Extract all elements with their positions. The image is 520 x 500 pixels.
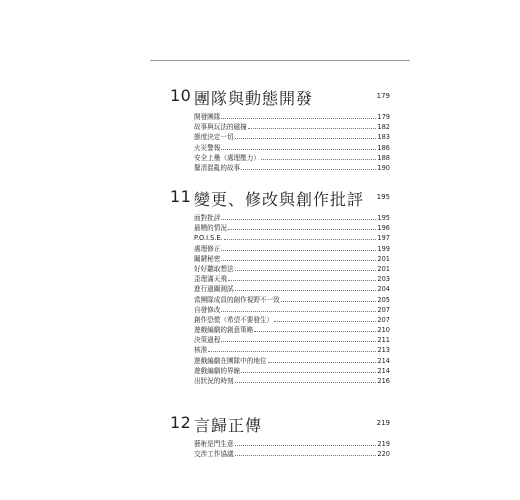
entry-title: 核准 [194,346,208,355]
entry-title: 創作恐慌（希望不要發生） [194,315,274,324]
dot-leader [221,311,376,312]
toc-entry[interactable] [194,376,390,386]
entry-title: P.O.I.S.E. [194,234,223,243]
dot-leader [261,159,376,160]
chapter-title: 變更、修改與創作批評 [194,190,365,209]
entry-page: 207 [377,305,390,314]
entry-list [194,112,390,173]
chapter-11 [170,187,390,386]
toc-entry[interactable] [194,233,390,243]
entry-title: 歪理滿天飛 [194,275,227,284]
entry-page: 186 [377,143,390,152]
chapter-page: 195 [376,193,390,201]
entry-page: 214 [377,366,390,375]
toc-entry[interactable] [194,153,390,163]
toc-entry[interactable] [194,122,390,132]
chapter-title: 團隊與動態開發 [194,89,314,108]
entry-page: 203 [377,275,390,284]
entry-title: 自發修改 [194,305,221,314]
entry-page: 210 [377,326,390,335]
entry-title: 處理修正 [194,244,221,253]
entry-page: 196 [377,224,390,233]
entry-page: 195 [377,214,390,222]
entry-title: 出狀況的時刻 [194,377,234,385]
toc-entry[interactable] [194,449,390,459]
toc-entry[interactable] [194,213,390,223]
entry-title: 開發團隊 [194,113,221,121]
entry-title: 關鍵秘密 [194,254,221,263]
dot-leader [228,229,376,230]
toc-entry[interactable] [194,284,390,294]
chapter-page: 219 [376,419,390,427]
entry-title: 安全上壘（處理壓力） [194,153,260,162]
dot-leader [235,270,377,271]
dot-leader [235,382,377,383]
dot-leader [235,445,377,446]
entry-page: 190 [377,163,390,172]
entry-title: 遊戲編劇的創意策略 [194,326,254,335]
entry-title: 好好聽取想法 [194,264,234,273]
dot-leader [235,455,377,456]
toc-entry[interactable] [194,295,390,305]
toc-entry[interactable] [194,274,390,284]
entry-title: 釐清混亂的故事 [194,163,241,172]
entry-page: 197 [377,234,390,243]
toc-entry[interactable] [194,223,390,233]
entry-title: 進行過關測試 [194,285,234,294]
entry-title: 面對批評 [194,214,221,222]
chapter-header[interactable] [170,413,390,435]
entry-title: 藝術是門生意 [194,440,234,448]
dot-leader [235,290,377,291]
entry-page: 199 [377,244,390,253]
toc-entry[interactable] [194,143,390,153]
entry-page: 211 [377,336,390,345]
chapter-number: 12 [170,413,192,432]
entry-page: 220 [377,450,390,459]
entry-page: 201 [377,264,390,273]
chapter-page: 179 [376,92,390,100]
entry-page: 188 [377,153,390,162]
entry-list [194,439,390,459]
entry-title: 交涉工作協議 [194,450,234,459]
dot-leader [235,138,377,139]
entry-page: 179 [377,113,390,121]
dot-leader [221,219,376,220]
chapter-number: 11 [170,187,192,206]
toc-entry[interactable] [194,345,390,355]
entry-page: 219 [377,440,390,448]
toc-entry[interactable] [194,112,390,122]
entry-title: 態度決定一切 [194,133,234,142]
entry-page: 214 [377,356,390,365]
chapter-number: 10 [170,86,192,105]
entry-page: 204 [377,285,390,294]
entry-title: 當團隊成員的創作視野不一致 [194,295,280,304]
toc-entry[interactable] [194,356,390,366]
toc-entry[interactable] [194,163,390,173]
entry-page: 213 [377,346,390,355]
entry-page: 216 [377,377,390,385]
entry-page: 201 [377,254,390,263]
toc-entry[interactable] [194,264,390,274]
top-divider [150,60,410,61]
dot-leader [248,128,377,129]
toc-entry[interactable] [194,439,390,449]
dot-leader [221,118,376,119]
dot-leader [221,260,376,261]
dot-leader [221,341,376,342]
entry-title: 遊戲編劇的界線 [194,366,241,375]
chapter-header[interactable] [170,86,390,108]
dot-leader [281,301,377,302]
dot-leader [254,331,376,332]
toc-entry[interactable] [194,132,390,142]
entry-title: 決策過程 [194,336,221,345]
toc-entry[interactable] [194,325,390,335]
entry-page: 205 [377,295,390,304]
dot-leader [208,351,376,352]
entry-title: 遊戲編劇在團隊中的地位 [194,356,267,365]
entry-title: 故事與玩法的磁撞 [194,123,247,132]
toc-entry[interactable] [194,254,390,264]
toc-entry[interactable] [194,366,390,376]
entry-title: 火災警報 [194,143,221,152]
dot-leader [241,169,376,170]
dot-leader [274,321,376,322]
dot-leader [228,280,376,281]
dot-leader [268,362,377,363]
entry-page: 207 [377,315,390,324]
chapter-title: 言歸正傳 [194,416,263,435]
dot-leader [241,372,376,373]
toc-entry[interactable] [194,315,390,325]
dot-leader [224,239,377,240]
toc-entry[interactable] [194,335,390,345]
chapter-10 [170,86,390,173]
entry-page: 182 [377,123,390,132]
chapter-header[interactable] [170,187,390,209]
dot-leader [221,149,376,150]
toc-entry[interactable] [194,305,390,315]
toc-entry[interactable] [194,244,390,254]
entry-list [194,213,390,386]
entry-page: 183 [377,133,390,142]
dot-leader [221,250,376,251]
entry-title: 最糟的情況 [194,224,227,233]
chapter-12 [170,413,390,459]
